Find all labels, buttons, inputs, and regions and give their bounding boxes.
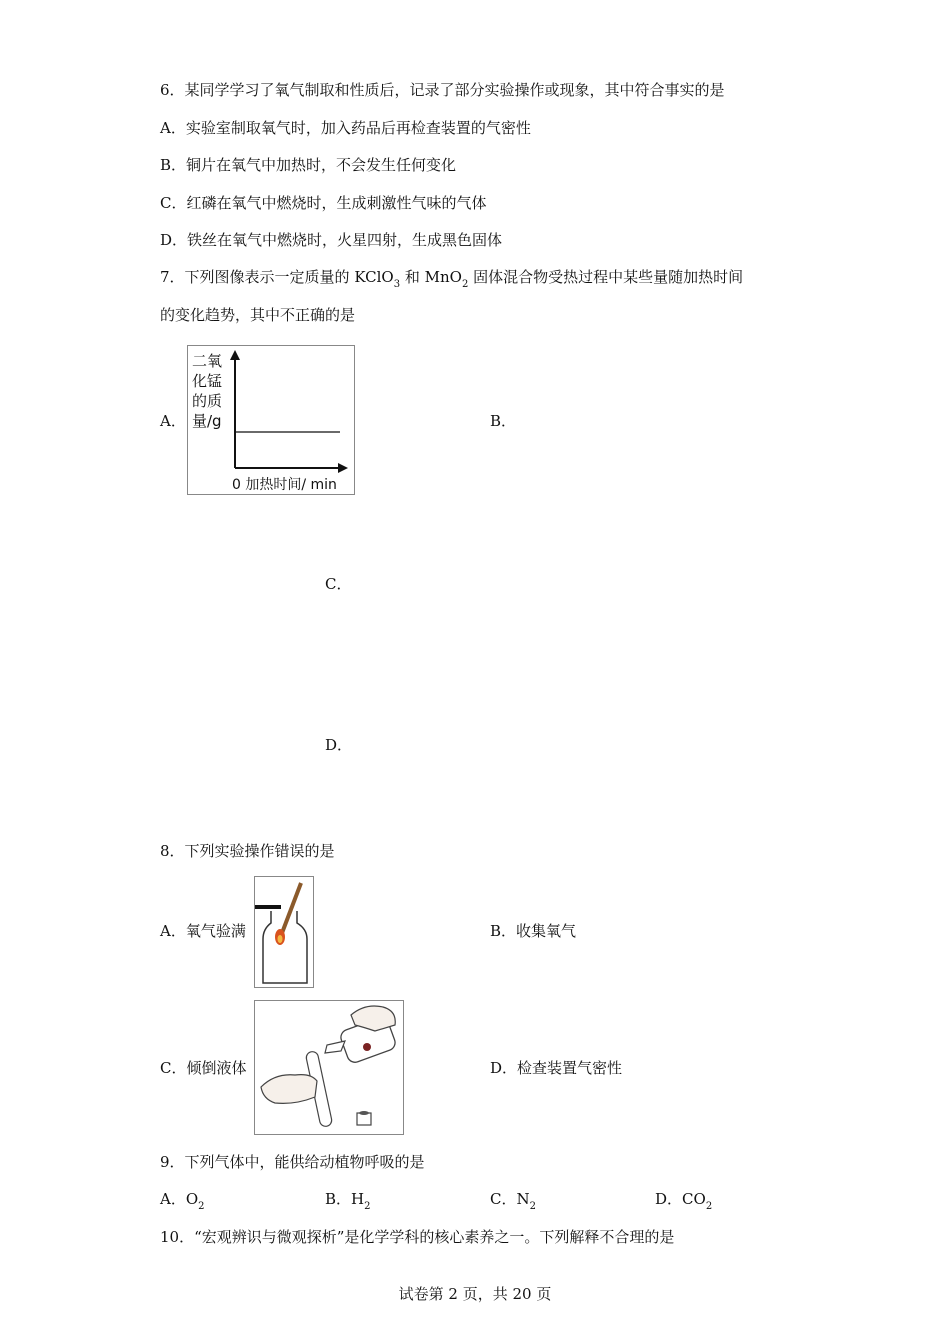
mno2-mass-chart <box>187 345 355 495</box>
chart-svg <box>188 346 354 494</box>
q8-option-d-label: D．检查装置气密性 <box>490 1059 623 1077</box>
q6-option-a: A．实验室制取氧气时，加入药品后再检查装置的气密性 <box>160 119 531 137</box>
q9-stem: 9．下列气体中，能供给动植物呼吸的是 <box>160 1153 425 1171</box>
q7-stem: 7．下列图像表示一定质量的 KClO$_3$ 和 MnO$_2$ 固体混合物受热过程中某些量随加热时间 <box>160 268 744 290</box>
q9-option-c: C．$N_2$ <box>490 1190 536 1212</box>
page-footer: 试卷第 2 页，共 20 页 <box>398 1285 552 1303</box>
chart-x-arrow <box>338 463 348 473</box>
chart-ylabel-line2: 化锰 <box>192 372 223 390</box>
q9-option-b: B．$H_2$ <box>325 1190 371 1212</box>
q8-option-a-label: A．氧气验满 <box>160 922 246 940</box>
flame-core-icon <box>278 935 283 943</box>
chart-ylabel-line3: 的质 <box>192 392 223 410</box>
q8-option-b-label: B．收集氧气 <box>490 922 577 940</box>
q7-stem-line2: 的变化趋势，其中不正确的是 <box>160 306 356 324</box>
stopper-top <box>359 1111 369 1115</box>
oxygen-test-bottle-illustration <box>254 876 314 988</box>
q7-option-c-label: C． <box>325 575 352 593</box>
pour-svg <box>255 1001 403 1134</box>
pour-liquid-illustration <box>254 1000 404 1135</box>
q9-option-d: D．$CO_2$ <box>655 1190 713 1212</box>
chart-xlabel: 0 加热时间/ min <box>232 477 337 493</box>
wooden-splint <box>282 883 301 933</box>
q6-option-b: B．铜片在氧气中加热时，不会发生任何变化 <box>160 156 457 174</box>
q9-option-a: A．$O_2$ <box>160 1190 205 1212</box>
lower-hand <box>261 1075 317 1104</box>
bottle-svg <box>255 877 313 987</box>
q10-stem: 10．“宏观辨识与微观探析”是化学学科的核心素养之一。下列解释不合理的是 <box>160 1228 675 1246</box>
label-mark <box>363 1043 371 1051</box>
bottle-neck <box>325 1041 345 1053</box>
q7-option-d-label: D． <box>325 736 353 754</box>
q6-option-d: D．铁丝在氧气中燃烧时，火星四射，生成黑色固体 <box>160 231 503 249</box>
chart-ylabel-line4: 量/g <box>192 412 222 430</box>
q6-stem: 6．某同学学习了氧气制取和性质后，记录了部分实验操作或现象，其中符合事实的是 <box>160 81 725 99</box>
q7-option-b-label: B． <box>490 412 517 430</box>
q7-option-a-label: A． <box>160 412 186 430</box>
q8-option-c-label: C．倾倒液体 <box>160 1059 247 1077</box>
chart-ylabel-line1: 二氧 <box>192 352 223 370</box>
q6-option-c: C．红磷在氧气中燃烧时，生成刺激性气味的气体 <box>160 194 487 212</box>
q8-stem: 8．下列实验操作错误的是 <box>160 842 335 860</box>
chart-y-arrow <box>230 350 240 360</box>
